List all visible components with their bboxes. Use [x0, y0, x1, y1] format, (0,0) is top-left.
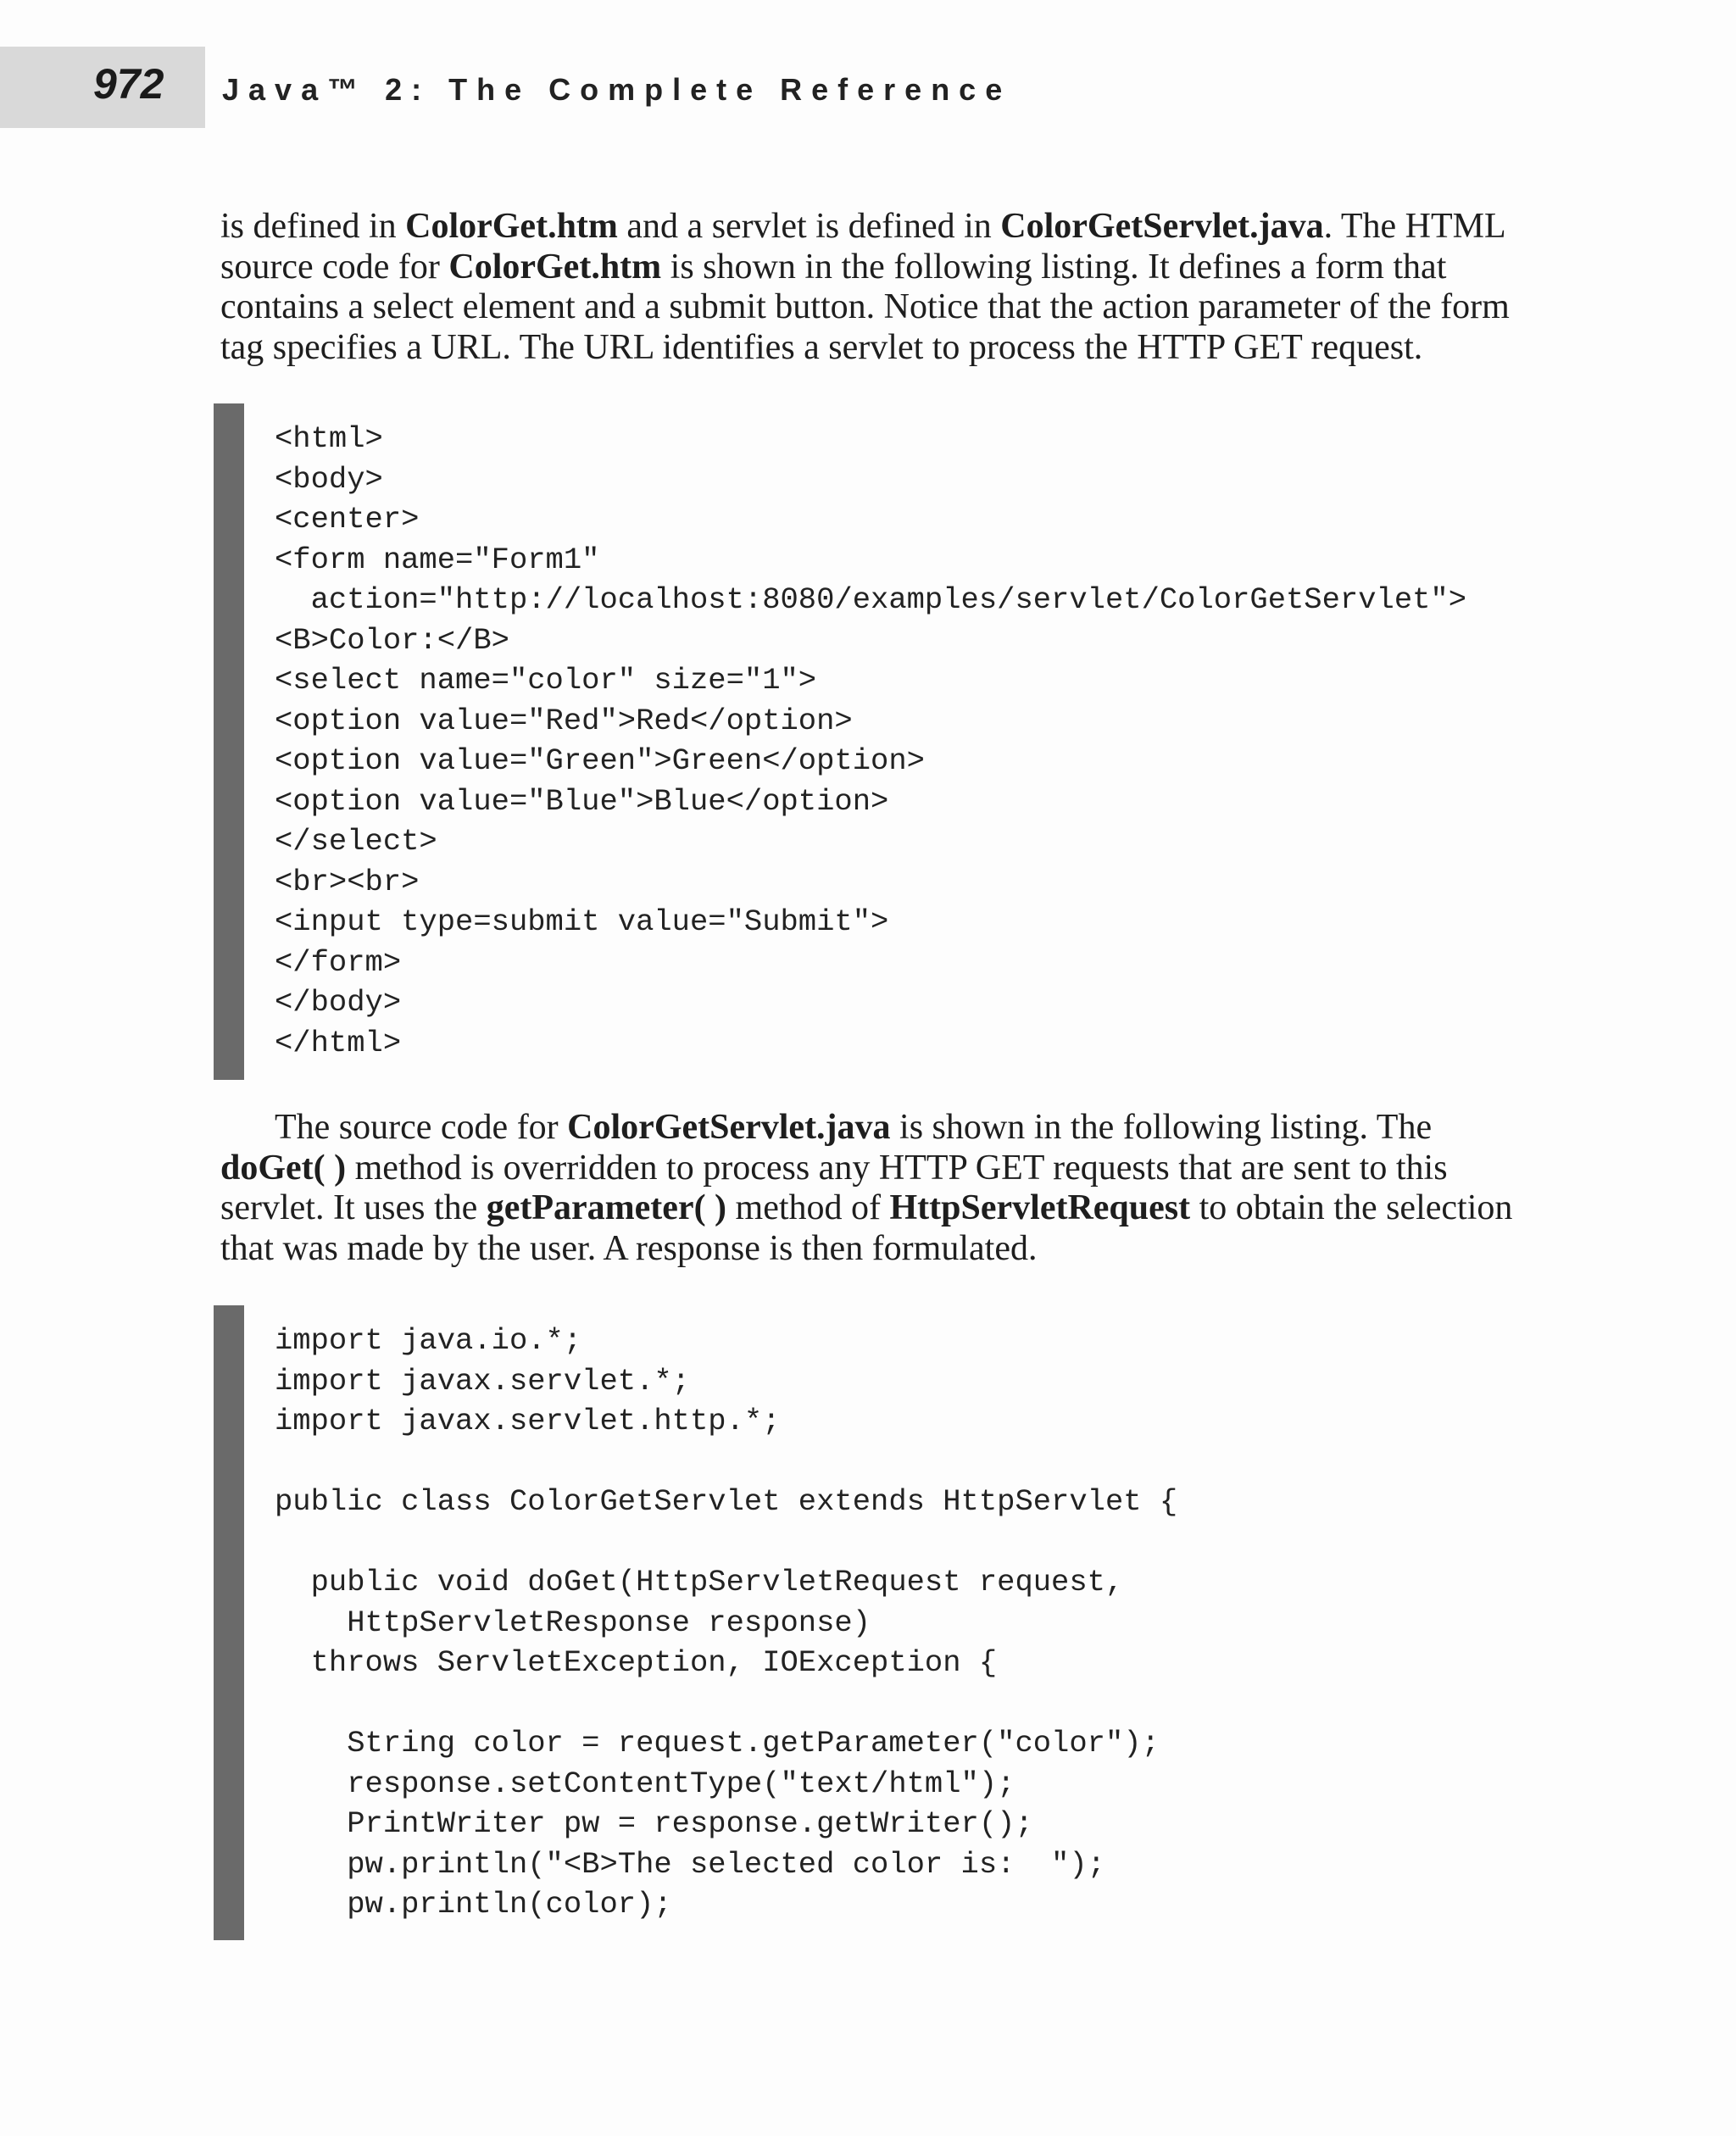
- code-line: <option value="Green">Green</option>: [275, 743, 925, 778]
- code-line: import javax.servlet.http.*;: [275, 1404, 781, 1438]
- code-line: [275, 1522, 1177, 1563]
- explain-text-3: method is overridden to process any HTTP GET requests that are sent to this servlet. It uses the: [220, 1148, 1448, 1227]
- code-line: </body>: [275, 985, 402, 1020]
- code-line: <body>: [275, 461, 383, 497]
- code-line: <input type=submit value="Submit">: [275, 904, 889, 939]
- code-line: response.setContentType("text/html");: [275, 1766, 1015, 1801]
- code-line: String color = request.getParameter("color");: [275, 1726, 1160, 1761]
- code-line: <html>: [275, 421, 383, 456]
- intro-text-3: . The HTML source code for: [220, 207, 1505, 286]
- explain-text-1: The source code for: [275, 1108, 568, 1147]
- code-line: </html>: [275, 1025, 402, 1060]
- code-line: pw.println("<B>The selected color is: ");: [275, 1846, 1105, 1882]
- filename-colorget-htm: ColorGet.htm: [405, 207, 618, 246]
- java-listing-bar: [214, 1305, 244, 1940]
- code-line: public class ColorGetServlet extends HttpServlet {: [275, 1484, 1178, 1519]
- page-number: 972: [93, 60, 164, 108]
- java-code-listing: [275, 1321, 1177, 1925]
- code-line: </form>: [275, 944, 402, 980]
- code-line: <B>Color:</B>: [275, 622, 509, 658]
- code-line: <form name="Form1": [275, 542, 600, 577]
- method-doget: doGet( ): [220, 1148, 347, 1188]
- code-line: <center>: [275, 502, 420, 537]
- code-line: throws ServletException, IOException {: [275, 1645, 998, 1680]
- code-line: </select>: [275, 824, 437, 859]
- code-line: import javax.servlet.*;: [275, 1363, 690, 1399]
- code-line: <option value="Red">Red</option>: [275, 703, 853, 738]
- code-line: PrintWriter pw = response.getWriter();: [275, 1806, 1033, 1841]
- code-line: [275, 1683, 1177, 1724]
- code-line: [275, 1442, 1177, 1482]
- code-line: <br><br>: [275, 864, 420, 899]
- intro-text-1: is defined in: [220, 207, 406, 246]
- filename-colorgetservlet-java: ColorGetServlet.java: [1000, 207, 1324, 246]
- running-title: Java™ 2: The Complete Reference: [222, 72, 1012, 107]
- explain-text-5: to obtain the selection that was made by the user. A response is then formulated.: [220, 1188, 1513, 1268]
- html-listing-bar: [214, 403, 244, 1080]
- filename-colorgetservlet-java-2: ColorGetServlet.java: [567, 1108, 891, 1147]
- code-line: HttpServletResponse response): [275, 1605, 871, 1640]
- code-line: pw.println(color);: [275, 1887, 672, 1922]
- html-code-listing: [275, 419, 1466, 1063]
- method-getparameter: getParameter( ): [486, 1188, 727, 1227]
- code-line: public void doGet(HttpServletRequest request,: [275, 1565, 1124, 1599]
- intro-paragraph: [220, 207, 1526, 368]
- filename-colorget-htm-2: ColorGet.htm: [448, 247, 662, 286]
- code-line: action="http://localhost:8080/examples/servlet/ColorGetServlet">: [275, 582, 1467, 617]
- explain-text-4: method of: [726, 1188, 890, 1227]
- explain-text-2: is shown in the following listing. The: [890, 1108, 1433, 1147]
- explain-paragraph: [220, 1108, 1526, 1269]
- code-line: import java.io.*;: [275, 1323, 582, 1358]
- class-httpservletrequest: HttpServletRequest: [889, 1188, 1191, 1227]
- code-line: <option value="Blue">Blue</option>: [275, 783, 889, 819]
- intro-text-4: is shown in the following listing. It defines a form that contains a select element and a submit button. Notice that the action parameter of the form tag specifies a URL. The URL identifies a servlet to process the HTTP GET request.: [220, 247, 1510, 367]
- code-line: <select name="color" size="1">: [275, 663, 817, 698]
- intro-text-2: and a servlet is defined in: [617, 207, 1001, 246]
